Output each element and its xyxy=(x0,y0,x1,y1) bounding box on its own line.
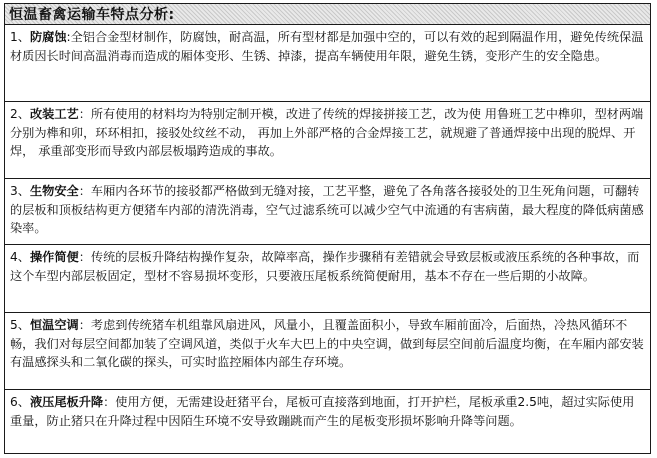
section-separator: ： xyxy=(78,318,91,332)
section-number: 3、 xyxy=(10,184,30,198)
section-number: 5、 xyxy=(10,318,30,332)
title-bar xyxy=(5,4,650,25)
section-heading: 防腐蚀 xyxy=(29,30,67,44)
section-body: 使用方便，无需建设赶猪平台，尾板可直接落到地面，打开护栏，尾板承重2.5吨，超过实际使用重量，防止猪只在升降过程中因陌生环境不安导致蹦跳而产生的尾板变形损坏影响升降等问题。 xyxy=(10,395,635,428)
feature-analysis-table xyxy=(4,3,651,454)
section-separator: ： xyxy=(78,107,91,121)
section-separator: ： xyxy=(78,184,91,198)
section-easy-operation xyxy=(5,245,650,313)
section-body: 所有使用的材料均为特别定制开模，改进了传统的焊接拼接工艺，改为使 用鲁班工艺中榫卯，型材两端分别为榫和卯，环环相扣，接驳处纹丝不动， 再加上外部严格的合金焊接工艺，就规避了普通焊接中出现的脱焊、开焊， 承重部变形而导致内部层板塌跨造成的事故。 xyxy=(10,107,644,159)
section-body: 全铝合金型材制作，防腐蚀，耐高温，所有型材都是加强中空的，可以有效的起到隔温作用，避免传统保温材质因长时间高温消毒而造成的厢体变形、生锈、掉漆，提高车辆使用年限，避免生锈，变形产生的安全隐患。 xyxy=(10,30,644,63)
section-anti-corrosion xyxy=(5,25,650,102)
page-title: 恒温畜禽运输车特点分析: xyxy=(9,7,175,23)
section-heading: 恒温空调 xyxy=(29,318,79,332)
section-heading: 液压尾板升降 xyxy=(29,395,104,409)
section-separator: ： xyxy=(78,250,91,264)
section-number: 4、 xyxy=(10,250,30,264)
section-number: 2、 xyxy=(10,107,30,121)
section-biosecurity xyxy=(5,179,650,245)
section-separator: : xyxy=(66,30,71,44)
section-hydraulic-tailgate xyxy=(5,390,650,451)
section-body: 传统的层板升降结构操作复杂，故障率高，操作步骤稍有差错就会导致层板或液压系统的各种事故，而这个车型内部层板固定，型材不容易损坏变形，只要液压尾板系统简便耐用，基本不存在一些后期的小故障。 xyxy=(10,250,640,283)
section-heading: 改装工艺 xyxy=(29,107,79,121)
section-body: 考虑到传统猪车机组靠风扇进风，风量小，且覆盖面积小，导致车厢前面冷，后面热，冷热风循环不畅，我们对每层空间都加装了空调风道，类似于火车大巴上的中央空调，做到每层空间前后温度均衡，在车厢内部安装有温感探头和二氧化碳的探头，可实时监控厢体内部生存环境。 xyxy=(10,318,644,370)
section-heading: 操作简便 xyxy=(29,250,79,264)
section-heading: 生物安全 xyxy=(29,184,79,198)
section-modification-process xyxy=(5,102,650,179)
section-separator: ： xyxy=(103,395,116,409)
section-constant-temperature-ac xyxy=(5,313,650,390)
section-number: 6、 xyxy=(10,395,30,409)
section-number: 1、 xyxy=(10,30,30,44)
section-body: 车厢内各环节的接驳都严格做到无缝对接，工艺平整，避免了各角落各接驳处的卫生死角问题，可翻转的层板和顶板结构更方便猪车内部的清洗消毒，空气过滤系统可以减少空气中流通的有害病菌，最大程度的降低病菌感染率。 xyxy=(10,184,644,236)
